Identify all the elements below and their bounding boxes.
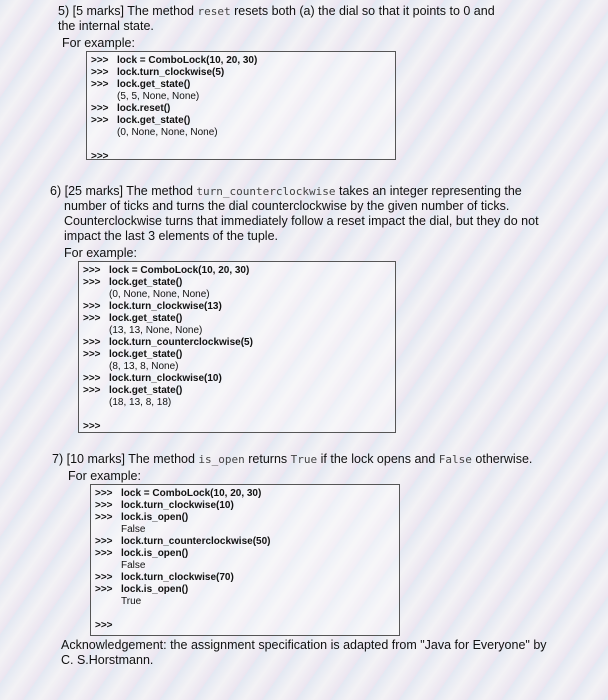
code-line bbox=[83, 337, 395, 349]
code-command: lock.is_open() bbox=[121, 584, 189, 595]
code-command: lock.turn_clockwise(5) bbox=[117, 67, 225, 78]
code-line bbox=[95, 488, 399, 500]
prompt-symbol: >>> bbox=[83, 373, 101, 384]
code-line bbox=[83, 277, 395, 289]
code-line bbox=[95, 620, 399, 632]
q6-example-label: For example: bbox=[64, 246, 137, 260]
code-line bbox=[91, 115, 395, 127]
code-line bbox=[91, 139, 395, 151]
code-line bbox=[83, 325, 395, 337]
code-command: lock.get_state() bbox=[117, 79, 191, 90]
code-is-open: is_open bbox=[198, 453, 245, 466]
code-reset: reset bbox=[197, 5, 231, 18]
prompt-symbol: >>> bbox=[91, 79, 109, 90]
q7-text: 7) [10 marks] The method is_open returns True if the lock opens and False otherwise. bbox=[52, 452, 533, 466]
code-line bbox=[83, 265, 395, 277]
prompt-symbol: >>> bbox=[95, 620, 113, 631]
code-output: (8, 13, 8, None) bbox=[109, 361, 179, 372]
code-command: lock.turn_clockwise(10) bbox=[121, 500, 234, 511]
prompt-symbol: >>> bbox=[83, 385, 101, 396]
prompt-symbol: >>> bbox=[91, 67, 109, 78]
code-line bbox=[83, 397, 395, 409]
code-command: lock.get_state() bbox=[109, 349, 183, 360]
code-line bbox=[83, 361, 395, 373]
q5-code-box bbox=[86, 51, 396, 160]
code-line bbox=[95, 596, 399, 608]
code-line bbox=[91, 103, 395, 115]
prompt-symbol: >>> bbox=[83, 349, 101, 360]
code-command: lock = ComboLock(10, 20, 30) bbox=[121, 488, 262, 499]
prompt-symbol: >>> bbox=[95, 536, 113, 547]
code-line bbox=[83, 385, 395, 397]
code-output: (13, 13, None, None) bbox=[109, 325, 203, 336]
code-command: lock.turn_counterclockwise(5) bbox=[109, 337, 253, 348]
q6-text: 6) [25 marks] The method turn_counterclockwise takes an integer representing the number of ticks and turns the dial counterclockwise by the given number of ticks. Counterclockwise turns that immediately follow a reset impact the dial, but they do not impact the last 3 elements of the tuple. bbox=[50, 184, 539, 243]
q7-example-label: For example: bbox=[68, 469, 141, 483]
code-line bbox=[95, 572, 399, 584]
code-command: lock.is_open() bbox=[121, 548, 189, 559]
code-line bbox=[95, 560, 399, 572]
code-command: lock.turn_clockwise(10) bbox=[109, 373, 222, 384]
code-command: lock.get_state() bbox=[117, 115, 191, 126]
code-output: (5, 5, None, None) bbox=[117, 91, 200, 102]
code-command: lock = ComboLock(10, 20, 30) bbox=[109, 265, 250, 276]
q7-code-box bbox=[90, 484, 400, 636]
code-line bbox=[95, 548, 399, 560]
prompt-symbol: >>> bbox=[95, 512, 113, 523]
prompt-symbol: >>> bbox=[83, 265, 101, 276]
prompt-symbol: >>> bbox=[83, 277, 101, 288]
code-false: False bbox=[438, 453, 472, 466]
code-output: (0, None, None, None) bbox=[117, 127, 218, 138]
prompt-symbol: >>> bbox=[95, 548, 113, 559]
code-line bbox=[83, 409, 395, 421]
code-line bbox=[95, 608, 399, 620]
q5-text: 5) [5 marks] The method reset resets both (a) the dial so that it points to 0 and the internal state. bbox=[58, 4, 495, 33]
prompt-symbol: >>> bbox=[83, 313, 101, 324]
prompt-symbol: >>> bbox=[95, 572, 113, 583]
prompt-symbol: >>> bbox=[91, 55, 109, 66]
prompt-symbol: >>> bbox=[83, 337, 101, 348]
prompt-symbol: >>> bbox=[91, 103, 109, 114]
code-command: lock.get_state() bbox=[109, 313, 183, 324]
code-command: lock.turn_clockwise(13) bbox=[109, 301, 222, 312]
code-command: lock.reset() bbox=[117, 103, 171, 114]
code-line bbox=[83, 289, 395, 301]
question-5 bbox=[0, 4, 608, 160]
code-line bbox=[95, 512, 399, 524]
code-output: (0, None, None, None) bbox=[109, 289, 210, 300]
code-command: lock.turn_counterclockwise(50) bbox=[121, 536, 271, 547]
code-line bbox=[83, 421, 395, 433]
code-line bbox=[95, 524, 399, 536]
code-line bbox=[91, 67, 395, 79]
code-line bbox=[95, 584, 399, 596]
code-line bbox=[83, 349, 395, 361]
code-line bbox=[95, 500, 399, 512]
q5-example-label: For example: bbox=[62, 36, 135, 50]
code-line bbox=[91, 127, 395, 139]
code-command: lock.get_state() bbox=[109, 385, 183, 396]
code-output: False bbox=[121, 560, 146, 571]
prompt-symbol: >>> bbox=[91, 151, 109, 162]
code-line bbox=[91, 55, 395, 67]
code-line bbox=[83, 373, 395, 385]
prompt-symbol: >>> bbox=[95, 584, 113, 595]
question-6 bbox=[0, 184, 608, 433]
prompt-symbol: >>> bbox=[91, 115, 109, 126]
prompt-symbol: >>> bbox=[83, 421, 101, 432]
question-7 bbox=[0, 452, 608, 636]
code-line bbox=[83, 313, 395, 325]
code-line bbox=[91, 79, 395, 91]
code-command: lock.turn_clockwise(70) bbox=[121, 572, 234, 583]
code-output: True bbox=[121, 596, 142, 607]
code-true: True bbox=[290, 453, 318, 466]
acknowledgement: Acknowledgement: the assignment specification is adapted from "Java for Everyone" by C. S.Horstmann. bbox=[61, 638, 547, 667]
prompt-symbol: >>> bbox=[83, 301, 101, 312]
code-command: lock = ComboLock(10, 20, 30) bbox=[117, 55, 258, 66]
prompt-symbol: >>> bbox=[95, 488, 113, 499]
code-line bbox=[91, 151, 395, 163]
prompt-symbol: >>> bbox=[95, 500, 113, 511]
code-output: (18, 13, 8, 18) bbox=[109, 397, 172, 408]
code-line bbox=[91, 91, 395, 103]
code-command: lock.get_state() bbox=[109, 277, 183, 288]
code-turn-counterclockwise: turn_counterclockwise bbox=[196, 185, 336, 198]
code-line bbox=[83, 301, 395, 313]
code-line bbox=[95, 536, 399, 548]
code-command: lock.is_open() bbox=[121, 512, 189, 523]
q6-code-box bbox=[78, 261, 396, 433]
code-output: False bbox=[121, 524, 146, 535]
